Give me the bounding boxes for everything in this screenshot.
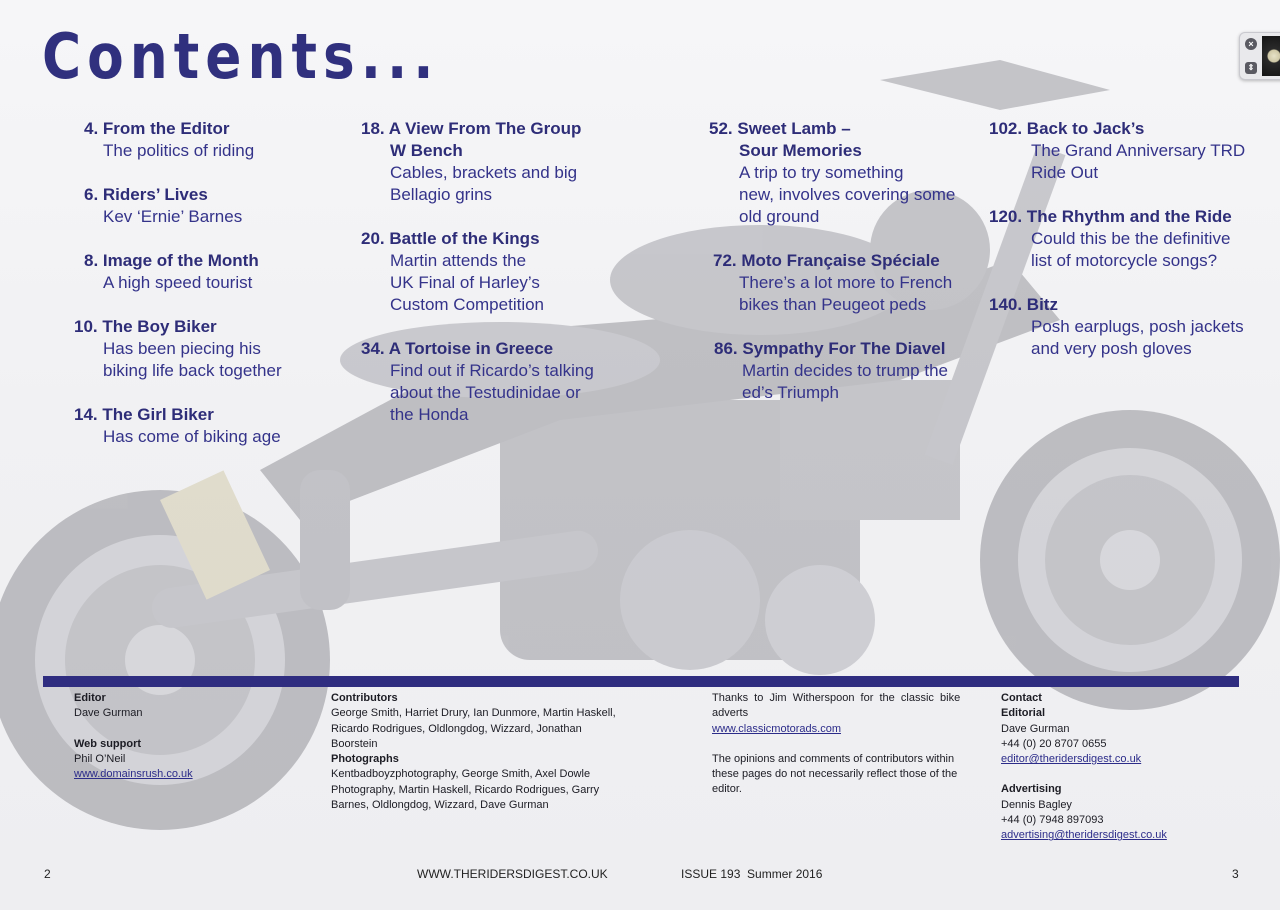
entry-description: The Grand Anniversary TRD Ride Out [1031, 141, 1246, 182]
contents-column-1 [74, 118, 282, 448]
web-support-name: Phil O’Neil [74, 752, 126, 765]
contents-entry[interactable] [713, 250, 955, 316]
advertising-phone: +44 (0) 7948 897093 [1001, 814, 1104, 827]
entry-title: 10. The Boy Biker [74, 317, 217, 336]
advertising-email-link[interactable]: advertising@theridersdigest.co.uk [1001, 829, 1167, 842]
entry-title: 18. A View From The Group W Bench [361, 119, 582, 160]
credits-contributors-block [331, 691, 616, 813]
contents-column-4 [989, 118, 1245, 360]
page-title: Contents... [42, 20, 440, 93]
entry-title: 140. Bitz [989, 295, 1058, 314]
entry-title: 102. Back to Jack’s [989, 119, 1145, 138]
contributors-line: Ricardo Rodrigues, Oldlongdog, Wizzard, Jonathan [331, 722, 582, 735]
advertising-name: Dennis Bagley [1001, 798, 1072, 811]
entry-description: Posh earplugs, posh jackets and very posh gloves [1031, 317, 1244, 358]
contents-entry[interactable] [84, 118, 282, 162]
contents-entry[interactable] [989, 294, 1245, 360]
credits-editor-block [74, 691, 193, 782]
issue-info: ISSUE 193 Summer 2016 [681, 867, 823, 881]
entry-title: 8. Image of the Month [84, 251, 259, 270]
disclaimer-line: The opinions and comments of contributors within [712, 752, 955, 765]
contents-entry[interactable] [361, 338, 594, 426]
entry-description: Martin decides to trump the ed’s Triumph [742, 361, 948, 402]
contents-entry[interactable] [84, 184, 282, 228]
entry-title: 20. Battle of the Kings [361, 229, 540, 248]
classic-motorads-link[interactable]: www.classicmotorads.com [712, 722, 841, 735]
contents-column-2 [361, 118, 594, 426]
entry-title: 34. A Tortoise in Greece [361, 339, 554, 358]
entry-title: 86. Sympathy For The Diavel [714, 339, 946, 358]
entry-description: Find out if Ricardo’s talking about the Testudinidae or the Honda [390, 361, 594, 424]
entry-description: Has come of biking age [103, 427, 281, 446]
entry-title: 72. Moto Française Spéciale [713, 251, 940, 270]
contents-entry[interactable] [74, 316, 282, 382]
entry-description: Cables, brackets and big Bellagio grins [390, 163, 578, 204]
entry-description: Kev ‘Ernie’ Barnes [103, 207, 243, 226]
expand-icon[interactable]: ⇕ [1245, 62, 1257, 74]
contents-entry[interactable] [989, 118, 1245, 184]
contents-entry[interactable] [989, 206, 1245, 272]
media-widget[interactable] [1239, 32, 1280, 80]
photographs-label: Photographs [331, 753, 399, 766]
disclaimer-line: editor. [712, 783, 742, 796]
web-support-link[interactable]: www.domainsrush.co.uk [74, 768, 193, 781]
entry-description: Has been piecing his biking life back together [103, 339, 282, 380]
page-number-right: 3 [1232, 867, 1239, 881]
album-thumbnail[interactable] [1262, 36, 1280, 76]
contact-label: Contact [1001, 692, 1042, 704]
contents-entry[interactable] [361, 118, 594, 206]
photographs-line: Photography, Martin Haskell, Ricardo Rodrigues, Garry [331, 783, 600, 796]
entry-description: Could this be the definitive list of motorcycle songs? [1031, 229, 1231, 270]
entry-description: The politics of riding [103, 141, 255, 160]
contributors-line: George Smith, Harriet Drury, Ian Dunmore, Martin Haskell, [331, 707, 616, 720]
editor-name: Dave Gurman [74, 707, 143, 720]
credits-thanks-block [712, 691, 960, 798]
entry-title: 6. Riders’ Lives [84, 185, 208, 204]
web-support-label: Web support [74, 737, 142, 750]
editorial-email-link[interactable]: editor@theridersdigest.co.uk [1001, 753, 1142, 766]
editorial-phone: +44 (0) 20 8707 0655 [1001, 737, 1107, 750]
website-url: WWW.THERIDERSDIGEST.CO.UK [417, 867, 608, 881]
entry-description: Martin attends the UK Final of Harley’s Custom Competition [390, 251, 545, 314]
advertising-label: Advertising [1001, 783, 1062, 796]
entry-title: 120. The Rhythm and the Ride [989, 207, 1232, 226]
editorial-label: Editorial [1001, 707, 1046, 720]
contents-entry[interactable] [361, 228, 594, 316]
close-icon[interactable]: × [1245, 38, 1257, 50]
credits-divider-bar [43, 676, 1239, 687]
credits-contact-block [1001, 691, 1167, 844]
entry-title: 4. From the Editor [84, 119, 230, 138]
entry-title: 14. The Girl Biker [74, 405, 214, 424]
entry-description: There’s a lot more to French bikes than Peugeot peds [739, 273, 953, 314]
entry-title: 52. Sweet Lamb – Sour Memories [709, 119, 862, 160]
contents-entry[interactable] [74, 404, 282, 448]
contributors-label: Contributors [331, 692, 398, 704]
photographs-line: Kentbadboyzphotography, George Smith, Axel Dowle [331, 768, 591, 781]
contents-entry[interactable] [709, 118, 955, 228]
editorial-name: Dave Gurman [1001, 722, 1070, 735]
contents-entry[interactable] [84, 250, 282, 294]
thanks-line: Thanks to Jim Witherspoon for the classic bike [712, 692, 961, 704]
contents-column-3 [709, 118, 955, 404]
page-number-left: 2 [44, 867, 51, 881]
editor-label: Editor [74, 692, 106, 704]
thanks-line: adverts [712, 707, 749, 720]
entry-description: A high speed tourist [103, 273, 253, 292]
entry-description: A trip to try something new, involves covering some old ground [739, 163, 956, 226]
contributors-line: Boorstein [331, 737, 378, 750]
disclaimer-line: these pages do not necessarily reflect those of the [712, 768, 958, 781]
contents-entry[interactable] [714, 338, 955, 404]
photographs-line: Barnes, Oldlongdog, Wizzard, Dave Gurman [331, 799, 549, 812]
